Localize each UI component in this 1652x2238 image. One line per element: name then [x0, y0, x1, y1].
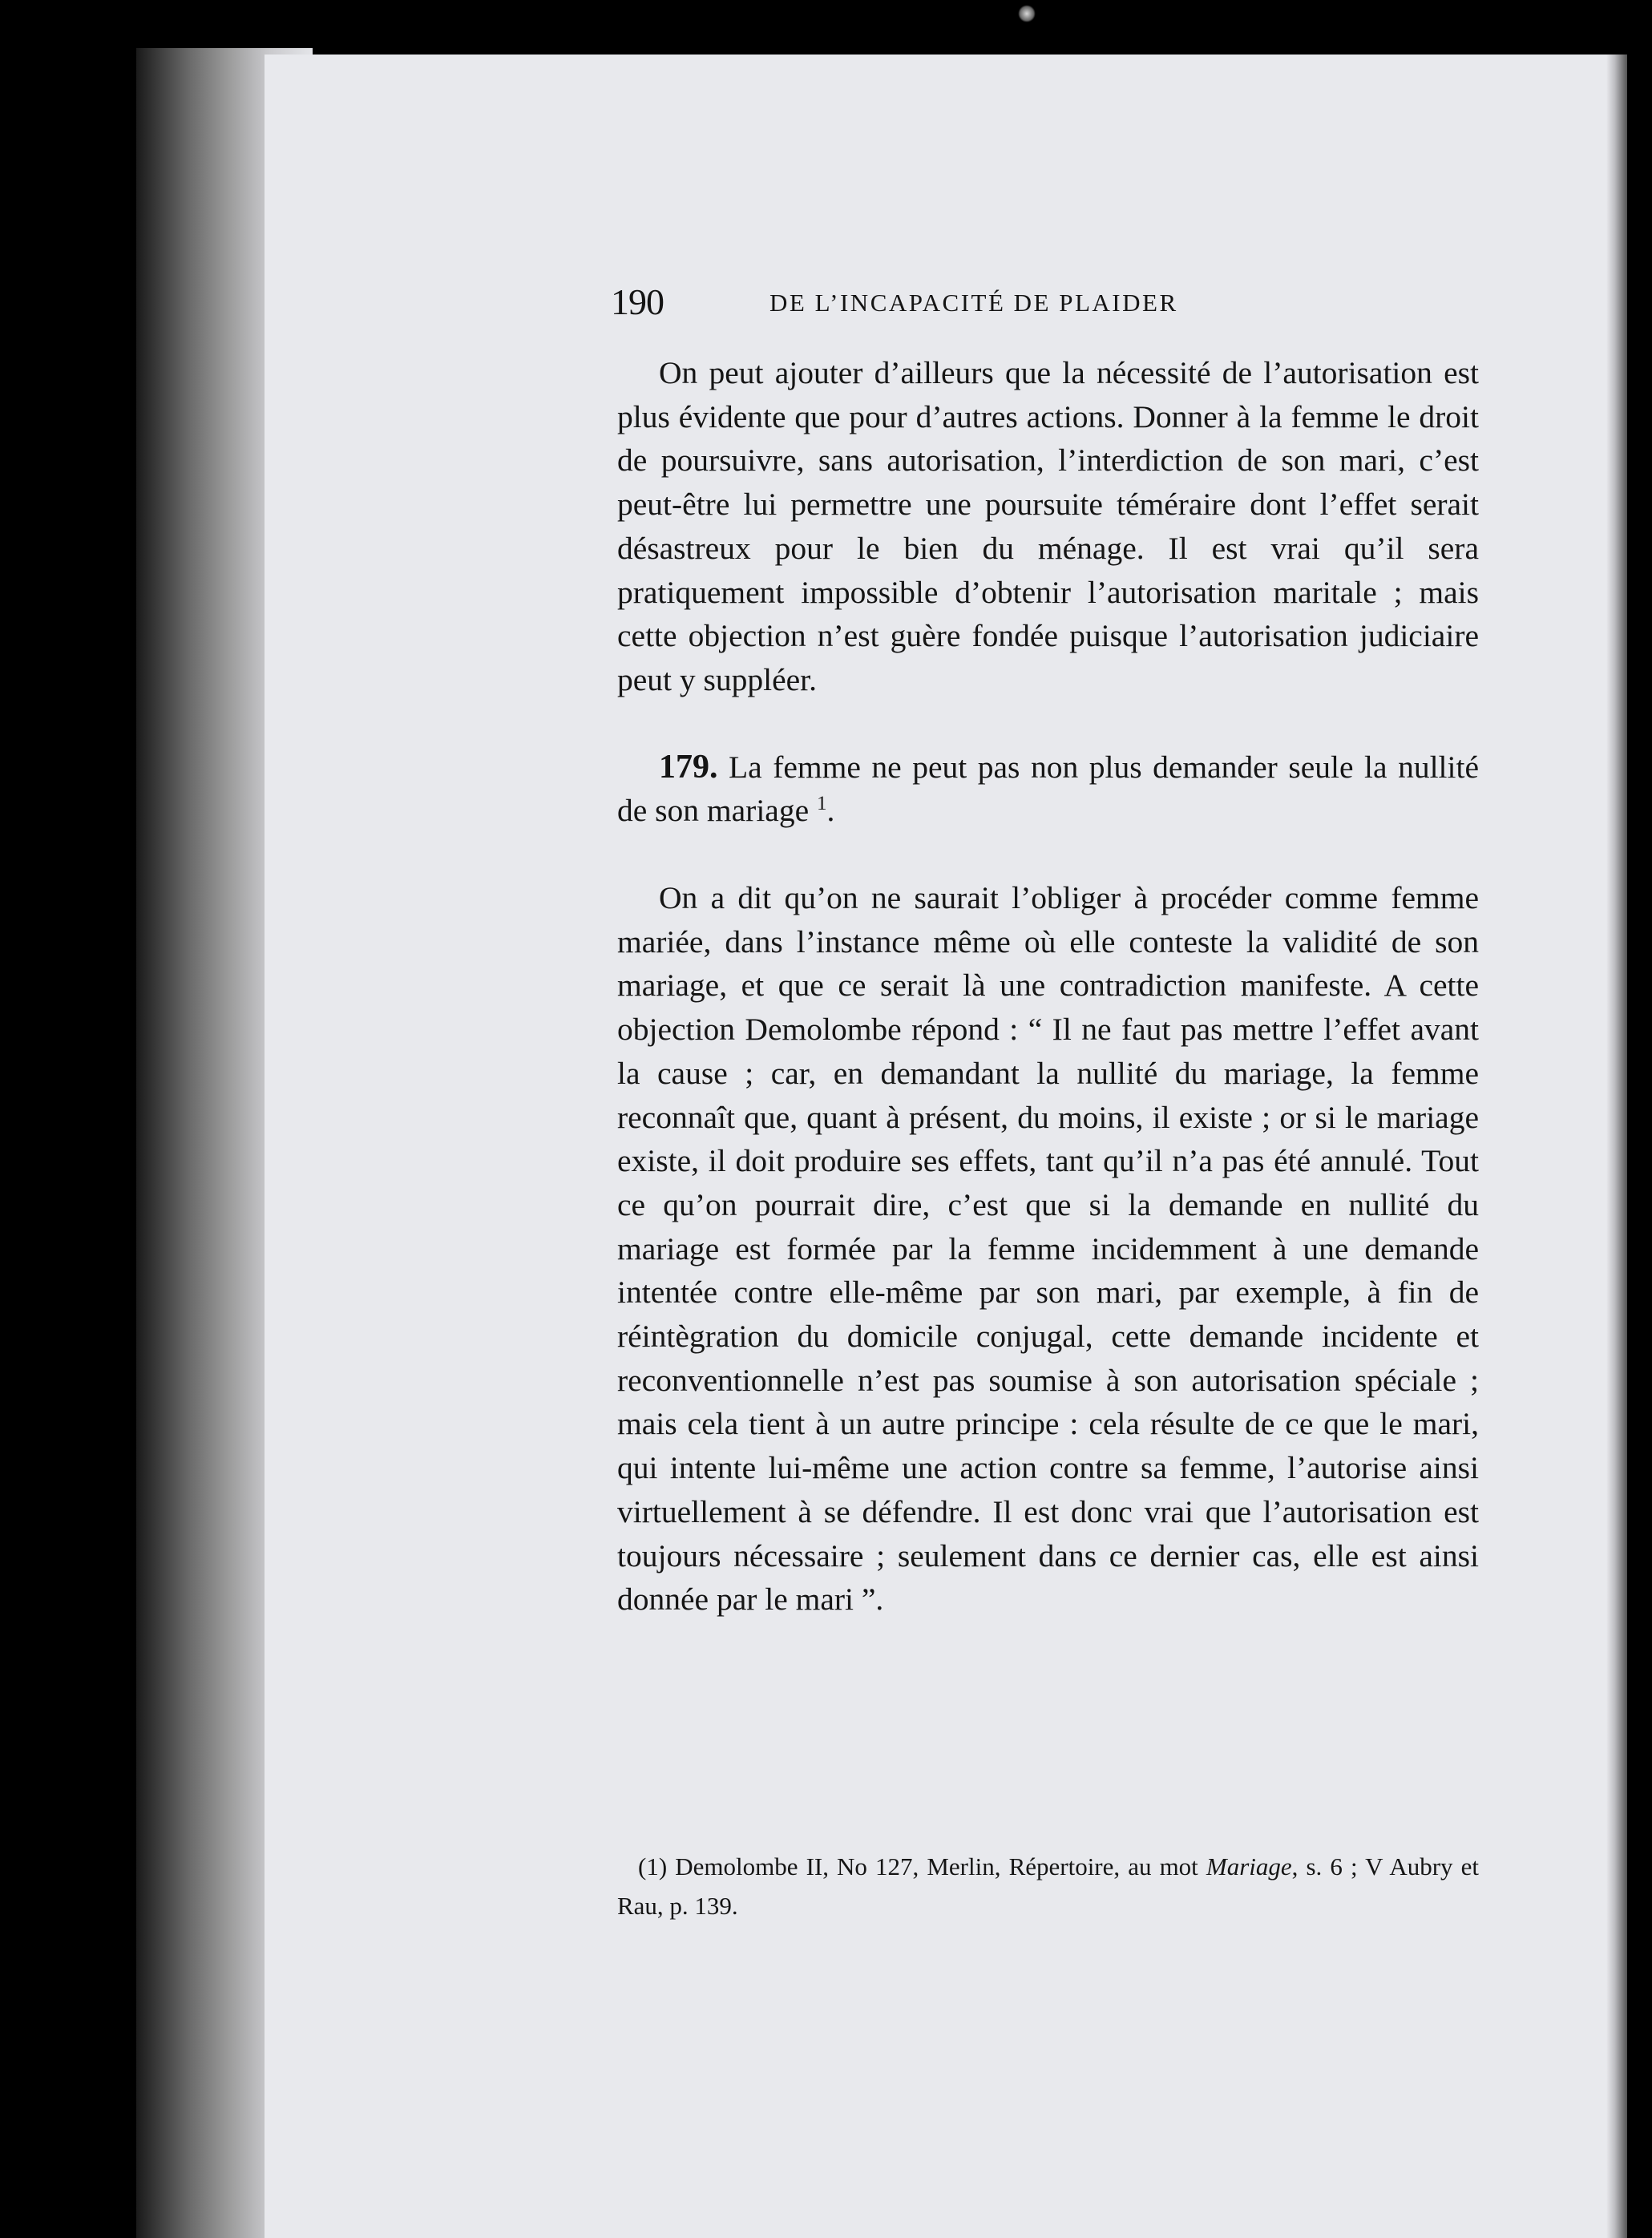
- footnote: [617, 1847, 1479, 1925]
- section-179: [617, 745, 1479, 833]
- footnote-reference[interactable]: 1: [816, 793, 827, 815]
- paragraph-demolombe: On a dit qu’on ne saurait l’obliger à procéder comme femme mariée, dans l’instance même où elle conteste la validité de son mariage, et que ce serait là une contradiction manifeste. A cette objection Demolombe répond : “ Il ne faut pas mettre l’effet avant la cause ; car, en demandant la nullité du mariage, la femme reconnaît que, quant à présent, du moins, il existe ; or si le mariage existe, il doit produire ses effets, tant qu’il n’a pas été annulé. Tout ce qu’on pourrait dire, c’est que si la demande en nullité du mariage est formée par la femme incidemment à une demande intentée contre elle-même par son mari, par exemple, à fin de réintègration du domicile conjugal, cette demande incidente et reconventionnelle n’est pas soumise à son autorisation spéciale ; mais cela tient à un autre principe : cela résulte de ce que le mari, qui intente lui-même une action contre sa femme, l’autorise ainsi virtuellement à se défendre. Il est donc vrai que l’autorisation est toujours nécessaire ; seulement dans ce dernier cas, elle est ainsi donnée par le mari ”.: [617, 880, 1479, 1618]
- page-header: [611, 281, 1296, 329]
- page-number: 190: [611, 281, 664, 322]
- footnote-text: [617, 1847, 1479, 1925]
- paragraph-gap: [617, 833, 1479, 876]
- section-179-text: La femme ne peut pas non plus demander seule la nullité de son mariage: [617, 749, 1479, 829]
- section-179-end: .: [826, 793, 835, 829]
- paragraph-authorisation: On peut ajouter d’ailleurs que la nécessité de l’autorisation est plus évidente que pour d’autres actions. Donner à la femme le droit de poursuivre, sans autorisation, l’interdiction de son mari, c’est peut-être lui permettre une poursuite téméraire dont l’effet serait désastreux pour le bien du ménage. Il est vrai qu’il sera pratiquement impossible d’obtenir l’autorisation maritale ; mais cette objection n’est guère fondée puisque l’autorisation judiciaire peut y suppléer.: [617, 355, 1479, 697]
- page-right-edge: [1606, 55, 1627, 2238]
- body-text: [617, 351, 1479, 1622]
- scan-mark: [1018, 5, 1036, 22]
- running-head: DE L’INCAPACITÉ DE PLAIDER: [769, 289, 1178, 317]
- footnote-tail: , s. 6 ; V Aubry et Rau, p. 139.: [617, 1852, 1479, 1920]
- section-number: 179.: [659, 748, 718, 786]
- footnote-lead: (1) Demolombe II, No 127, Merlin, Répertoire, au mot: [638, 1852, 1206, 1880]
- footnote-italic: Mariage: [1206, 1852, 1292, 1880]
- paragraph-gap: [617, 702, 1479, 745]
